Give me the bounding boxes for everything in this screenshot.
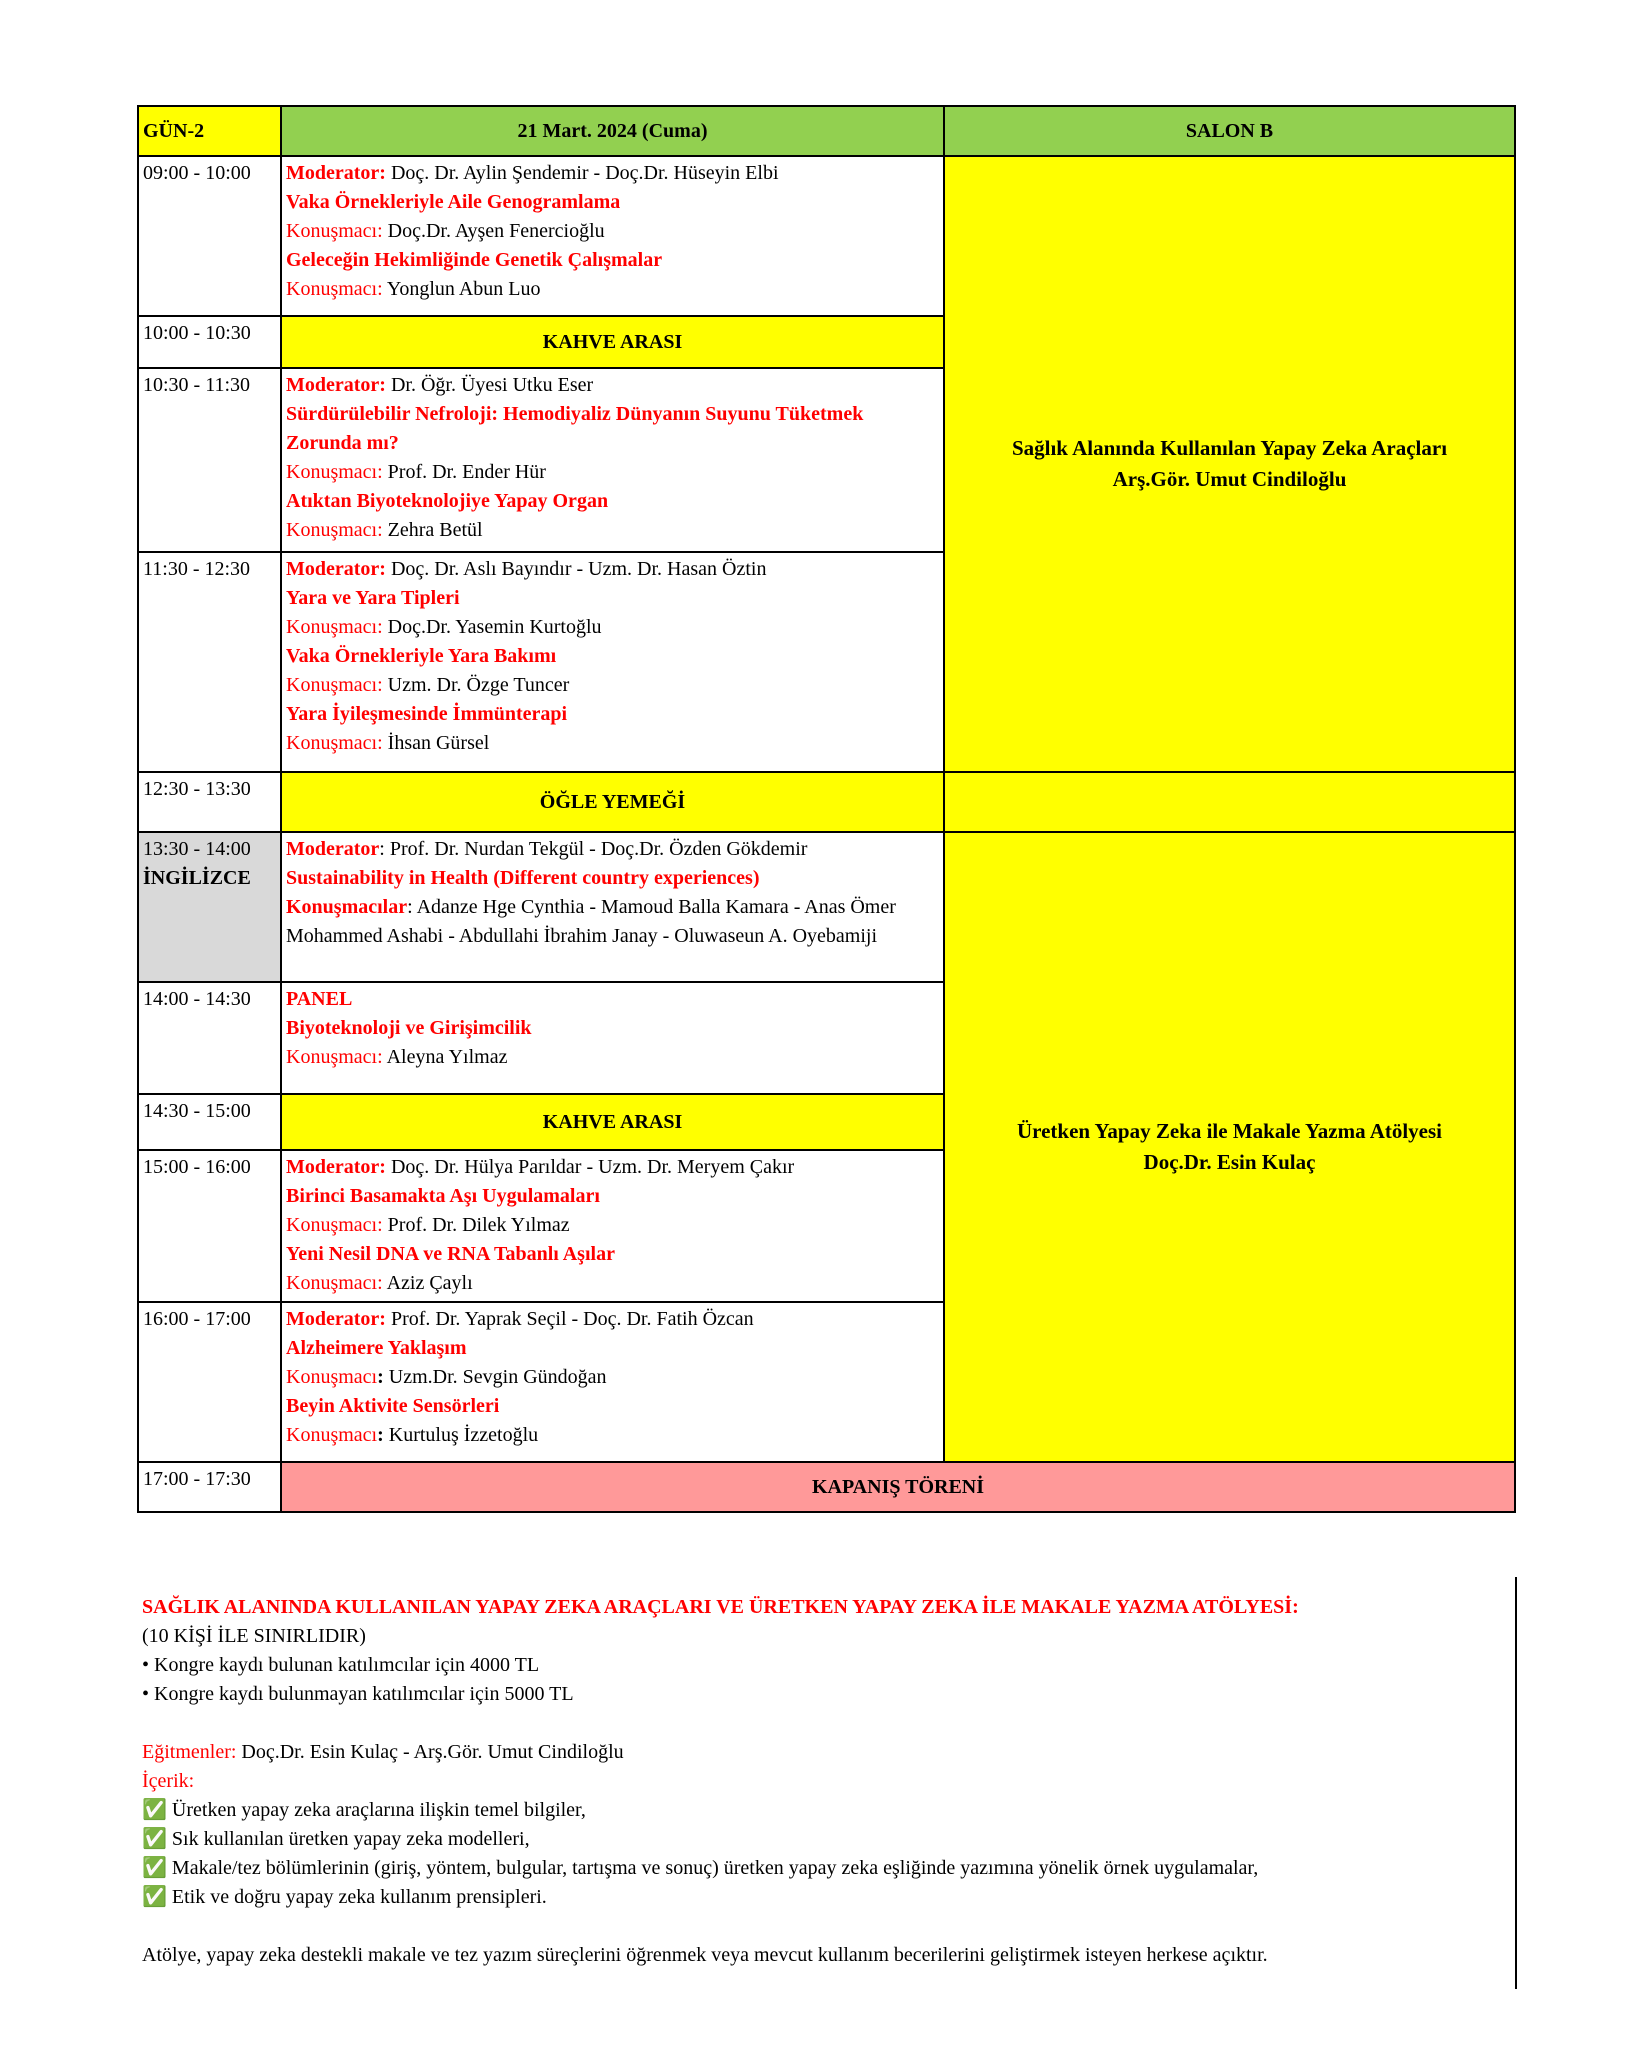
moderator-label: Moderator: [286, 1308, 386, 1330]
content-item: ✅ Etik ve doğru yapay zeka kullanım prensipleri. [142, 1886, 547, 1908]
empty-cell [944, 772, 1515, 832]
session-details [281, 1302, 944, 1462]
moderator-label: Moderator: [286, 1156, 386, 1178]
check-icon: ✅ [142, 1886, 167, 1908]
moderator-label: Moderator [286, 838, 380, 860]
session-time [138, 832, 281, 982]
session-time: 14:00 - 14:30 [138, 982, 281, 1094]
speaker-label: Konuşmacı: [286, 220, 383, 242]
talk-title: Birinci Basamakta Aşı Uygulamaları [286, 1185, 600, 1207]
session-details [281, 982, 944, 1094]
session-time: 17:00 - 17:30 [138, 1462, 281, 1512]
session-time: 09:00 - 10:00 [138, 156, 281, 316]
header-row [138, 106, 1515, 156]
content-label: İçerik: [142, 1770, 195, 1792]
workshop-info [142, 1593, 1512, 1970]
speaker-label: Konuşmacı [286, 1424, 378, 1446]
speaker-label: Konuşmacı: [286, 674, 383, 696]
session-details [281, 368, 944, 552]
speaker-name: İhsan Gürsel [387, 732, 490, 754]
speaker-name: Zehra Betül [387, 519, 483, 541]
info-title: SAĞLIK ALANINDA KULLANILAN YAPAY ZEKA ARAÇLARI VE ÜRETKEN YAPAY ZEKA İLE MAKALE YAZMA ATÖLYESİ: [142, 1596, 1299, 1618]
session-row [138, 156, 1515, 316]
talk-title: Vaka Örnekleriyle Yara Bakımı [286, 645, 557, 667]
talk-title: Sustainability in Health (Different country experiences) [286, 867, 760, 889]
session-details [281, 832, 944, 982]
right-border-line [1515, 1577, 1517, 1989]
date-label: 21 Mart. 2024 (Cuma) [281, 106, 944, 156]
speaker-name: Doç.Dr. Yasemin Kurtoğlu [387, 616, 602, 638]
price-item: • Kongre kaydı bulunmayan katılımcılar için 5000 TL [142, 1683, 574, 1705]
colon: : [377, 1366, 384, 1388]
content-item: ✅ Üretken yapay zeka araçlarına ilişkin temel bilgiler, [142, 1799, 586, 1821]
language-note: İNGİLİZCE [143, 867, 251, 889]
talk-title: Vaka Örnekleriyle Aile Genogramlama [286, 191, 621, 213]
speaker-names: Adanze Hge Cynthia - Mamoud Balla Kamara - Anas Ömer Mohammed Ashabi - Abdullahi İbrahim Janay - Oluwaseun A. Oyebamiji [286, 896, 896, 947]
speaker-label: Konuşmacı: [286, 519, 383, 541]
workshop-title: Üretken Yapay Zeka ile Makale Yazma Atölyesi [1016, 1119, 1443, 1143]
workshop-title: Sağlık Alanında Kullanılan Yapay Zeka Araçları [1011, 436, 1448, 460]
day-label: GÜN-2 [138, 106, 281, 156]
moderator-names: Dr. Öğr. Üyesi Utku Eser [390, 374, 594, 396]
speaker-name: Prof. Dr. Ender Hür [387, 461, 546, 483]
coffee-break: KAHVE ARASI [281, 316, 944, 368]
session-time: 10:00 - 10:30 [138, 316, 281, 368]
speaker-name: Yonglun Abun Luo [386, 278, 541, 300]
session-time: 14:30 - 15:00 [138, 1094, 281, 1150]
talk-title: Biyoteknoloji ve Girişimcilik [286, 1017, 532, 1039]
talk-title: Yara İyileşmesinde İmmünterapi [286, 703, 568, 725]
workshop-ai-tools [944, 156, 1515, 772]
moderator-names: Doç. Dr. Aylin Şendemir - Doç.Dr. Hüseyin Elbi [390, 162, 779, 184]
session-time: 11:30 - 12:30 [138, 552, 281, 772]
colon: : [377, 1424, 384, 1446]
talk-title: Sürdürülebilir Nefroloji: Hemodiyaliz Dünyanın Suyunu Tüketmek Zorunda mı? [286, 403, 864, 454]
moderator-names: Prof. Dr. Nurdan Tekgül - Doç.Dr. Özden Gökdemir [389, 838, 808, 860]
moderator-label: Moderator: [286, 162, 386, 184]
talk-title: Geleceğin Hekimliğinde Genetik Çalışmalar [286, 249, 663, 271]
panel-label: PANEL [286, 988, 353, 1010]
moderator-names: Doç. Dr. Aslı Bayındır - Uzm. Dr. Hasan Öztin [390, 558, 767, 580]
workshop-trainer: Arş.Gör. Umut Cindiloğlu [1112, 467, 1347, 491]
speaker-label: Konuşmacı: [286, 1214, 383, 1236]
price-item: • Kongre kaydı bulunan katılımcılar için 4000 TL [142, 1654, 540, 1676]
moderator-label: Moderator: [286, 374, 386, 396]
closing-ceremony: KAPANIŞ TÖRENİ [281, 1462, 1515, 1512]
speaker-name: Aziz Çaylı [386, 1272, 473, 1294]
time-text: 13:30 - 14:00 [143, 838, 251, 860]
speaker-name: Doç.Dr. Ayşen Fenercioğlu [387, 220, 605, 242]
speaker-label: Konuşmacı: [286, 1046, 383, 1068]
session-row [138, 832, 1515, 982]
workshop-trainer: Doç.Dr. Esin Kulaç [1143, 1150, 1316, 1174]
colon: : [407, 896, 413, 918]
moderator-names: Doç. Dr. Hülya Parıldar - Uzm. Dr. Meryem Çakır [390, 1156, 795, 1178]
content-item: ✅ Makale/tez bölümlerinin (giriş, yöntem, bulgular, tartışma ve sonuç) üretken yapay zeka eşliğinde yazımına yönelik örnek uygulamalar, [142, 1857, 1259, 1879]
content-item: ✅ Sık kullanılan üretken yapay zeka modelleri, [142, 1828, 530, 1850]
moderator-label: Moderator: [286, 558, 386, 580]
trainers-names: Doç.Dr. Esin Kulaç - Arş.Gör. Umut Cindiloğlu [236, 1741, 624, 1763]
session-time: 10:30 - 11:30 [138, 368, 281, 552]
info-limit: (10 KİŞİ İLE SINIRLIDIR) [142, 1625, 366, 1647]
speaker-name: Uzm. Dr. Özge Tuncer [387, 674, 570, 696]
talk-title: Atıktan Biyoteknolojiye Yapay Organ [286, 490, 609, 512]
talk-title: Yeni Nesil DNA ve RNA Tabanlı Aşılar [286, 1243, 615, 1265]
break-row [138, 772, 1515, 832]
speaker-name: Prof. Dr. Dilek Yılmaz [387, 1214, 570, 1236]
speaker-label: Konuşmacı: [286, 1272, 383, 1294]
workshop-article-writing [944, 832, 1515, 1462]
salon-label: SALON B [944, 106, 1515, 156]
speakers-label: Konuşmacılar [286, 896, 408, 918]
speaker-label: Konuşmacı: [286, 732, 383, 754]
session-time: 12:30 - 13:30 [138, 772, 281, 832]
talk-title: Beyin Aktivite Sensörleri [286, 1395, 500, 1417]
talk-title: Yara ve Yara Tipleri [286, 587, 460, 609]
session-details [281, 1150, 944, 1302]
session-details [281, 156, 944, 316]
lunch-break: ÖĞLE YEMEĞİ [281, 772, 944, 832]
coffee-break: KAHVE ARASI [281, 1094, 944, 1150]
speaker-label: Konuşmacı: [286, 461, 383, 483]
trainers-label: Eğitmenler: [142, 1741, 237, 1763]
speaker-name: Uzm.Dr. Sevgin Gündoğan [388, 1366, 607, 1388]
speaker-label: Konuşmacı [286, 1366, 378, 1388]
check-icon: ✅ [142, 1828, 167, 1850]
speaker-name: Aleyna Yılmaz [386, 1046, 508, 1068]
session-time: 16:00 - 17:00 [138, 1302, 281, 1462]
moderator-names: Prof. Dr. Yaprak Seçil - Doç. Dr. Fatih Özcan [390, 1308, 754, 1330]
closing-row [138, 1462, 1515, 1512]
colon: : [379, 838, 385, 860]
check-icon: ✅ [142, 1857, 167, 1879]
check-icon: ✅ [142, 1799, 167, 1821]
session-time: 15:00 - 16:00 [138, 1150, 281, 1302]
schedule-table [137, 105, 1516, 1513]
info-footer: Atölye, yapay zeka destekli makale ve tez yazım süreçlerini öğrenmek veya mevcut kullanım becerilerini geliştirmek isteyen herkese açıktır. [142, 1944, 1268, 1966]
speaker-name: Kurtuluş İzzetoğlu [388, 1424, 539, 1446]
session-details [281, 552, 944, 772]
speaker-label: Konuşmacı: [286, 616, 383, 638]
talk-title: Alzheimere Yaklaşım [286, 1337, 467, 1359]
speaker-label: Konuşmacı: [286, 278, 383, 300]
